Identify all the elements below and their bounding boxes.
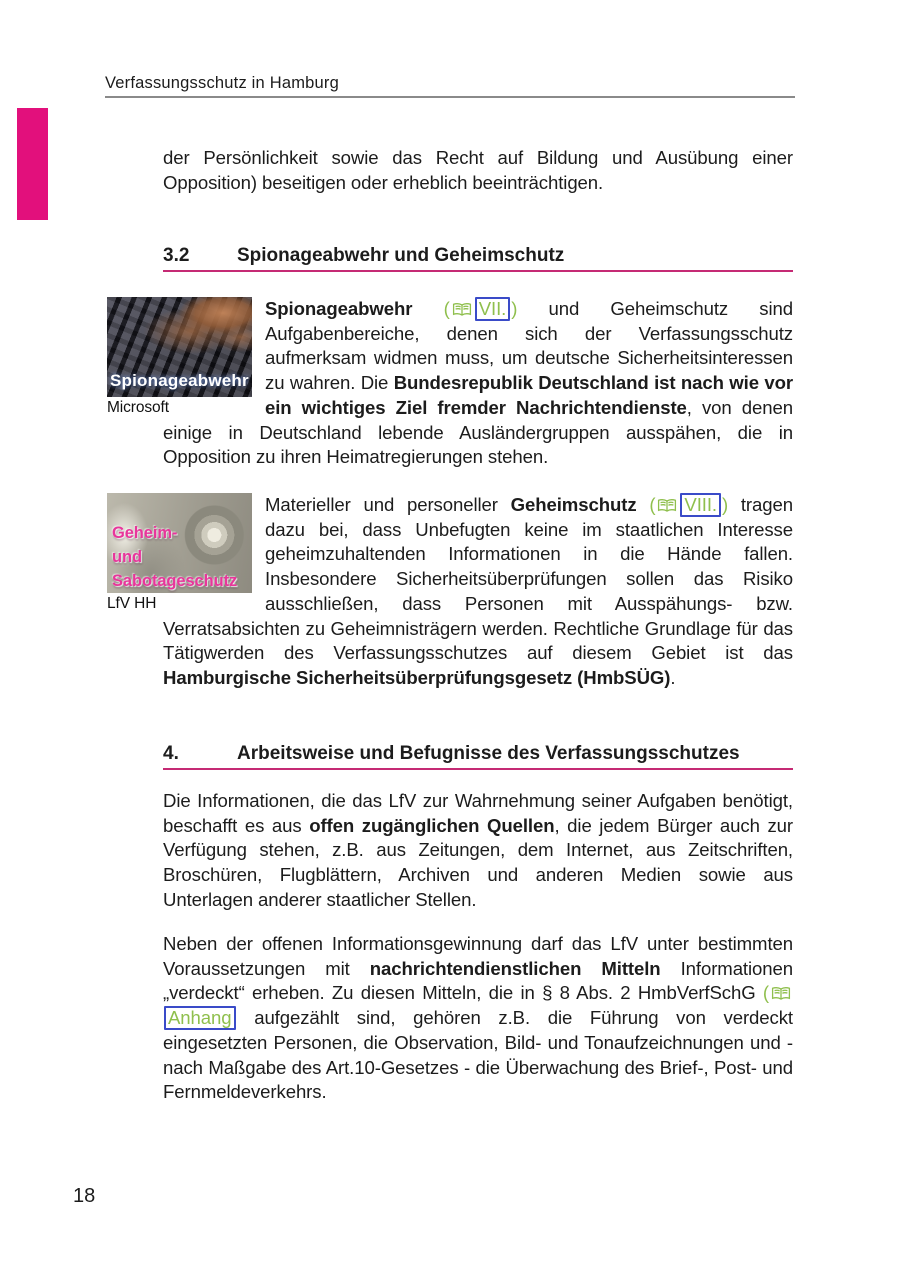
text-segment: aufgezählt sind, gehören z.B. die Führung von verdeckt eingesetzten Personen, die Observation, Bild- und Tonaufzeichnungen und - nach Maßgabe des Art.10-Gesetzes - die Überwachung des Brief-, Post- und Fernmeldeverkehrs. (163, 1007, 793, 1103)
cross-reference-link[interactable]: Anhang (164, 1006, 236, 1030)
paragraph-quellen (163, 789, 793, 913)
overlay-line: Sabotageschutz (112, 572, 238, 590)
text-segment (412, 298, 443, 319)
image-overlay-text (112, 521, 237, 593)
text-segment: offen zugänglichen Quellen (309, 814, 555, 836)
text-segment: ( (762, 982, 769, 1004)
paragraph-spionageabwehr (107, 297, 794, 470)
safe-lock-image (107, 493, 252, 593)
paragraph-text (163, 298, 793, 467)
intro-paragraph: der Persönlichkeit sowie das Recht auf Bildung und Ausübung einer Opposition) beseitigen oder erheblich beeinträchtigen. (163, 147, 793, 193)
cross-reference-link[interactable]: VII. (475, 297, 511, 321)
text-segment: tragen dazu bei, dass Unbefugten keine im staatlichen Interesse geheimzuhaltenden Informationen in die Hände fallen. Insbesondere Sicherheitsüberprüfungen sollen das Risiko ausschließen, dass Personen mit Ausspähungs- bzw. Verratsabsichten zu Geheimnisträgern werden. Rechtliche Grundlage für das Tätigwerden des Verfassungsschutzes auf diesem Gebiet ist das (163, 494, 793, 664)
text-segment: Neben der offenen Informationsgewinnung darf das LfV unter bestimmten Voraussetzungen mit (163, 933, 793, 979)
page-number: 18 (73, 1185, 96, 1207)
section-title: Spionageabwehr und Geheimschutz (237, 245, 565, 266)
section-number: 4. (163, 743, 179, 764)
text-segment: Geheimschutz (510, 494, 637, 515)
text-segment (637, 494, 650, 515)
text-segment: ) (511, 298, 518, 319)
text-segment: , die jedem Bürger auch zur Verfügung stehen, z.B. aus Zeitungen, dem Internet, aus Zeitschriften, Broschüren, Flugblättern, Archiven und anderen Medien sowie aus Unterlagen anderer staatlicher Stellen. (163, 814, 793, 910)
image-overlay-text: Spionageabwehr (110, 371, 249, 391)
text-segment: ( (443, 298, 450, 319)
keyboard-hands-image (107, 297, 252, 397)
accent-side-bar (17, 108, 48, 220)
text-segment: ( (649, 494, 656, 515)
text-segment: Bundesrepublik Deutschland ist nach wie vor ein wichtiges Ziel fremder Nachrichtendienste (265, 372, 794, 418)
overlay-line: und (112, 548, 142, 566)
image-credit: LfV HH (107, 595, 157, 612)
paragraph-text (163, 790, 793, 910)
image-credit: Microsoft (107, 399, 169, 416)
text-segment: , von denen einige in Deutschland lebende Ausländergruppen ausspähen, die in Opposition zu ihren Heimatregierungen stehen. (163, 396, 793, 468)
figure-geheimschutz (107, 493, 252, 613)
text-segment: Hamburgische Sicherheitsüberprüfungsgesetz (HmbSÜG) (163, 666, 671, 688)
paragraph-geheimschutz (107, 493, 793, 691)
text-segment: nachrichtendienstlichen Mitteln (369, 957, 661, 979)
section-title: Arbeitsweise und Befugnisse des Verfassungsschutzes (237, 743, 740, 764)
text-segment: Die Informationen, die das LfV zur Wahrnehmung seiner Aufgaben benötigt, beschafft es aus (163, 790, 793, 836)
overlay-line: Geheim- (112, 524, 178, 542)
header-rule (105, 96, 795, 98)
paragraph-text (163, 933, 793, 1102)
paragraph-text (163, 494, 793, 688)
open-book-icon (452, 302, 472, 317)
text-segment: ) (721, 494, 729, 515)
open-book-icon (657, 498, 677, 513)
section-heading-4 (163, 742, 793, 770)
cross-reference-link[interactable]: VIII. (680, 493, 721, 517)
text-segment: . (670, 666, 676, 688)
open-book-icon (771, 986, 791, 1001)
figure-spionageabwehr (107, 297, 252, 417)
running-header: Verfassungsschutz in Hamburg (105, 74, 339, 92)
text-segment: Spionageabwehr (265, 298, 413, 319)
text-segment: Materieller und personeller (265, 494, 511, 515)
section-number: 3.2 (163, 245, 190, 266)
paragraph-nachrichtendienstliche-mittel (163, 932, 793, 1105)
section-heading-3-2 (163, 244, 793, 272)
text-segment: und Geheimschutz sind Aufgabenbereiche, denen sich der Verfassungsschutz aufmerksam widmen muss, um deutsche Sicherheitsinteressen zu wahren. Die (265, 298, 793, 394)
text-segment: Informationen „verdeckt“ erheben. Zu diesen Mitteln, die in § 8 Abs. 2 HmbVerfSchG (163, 957, 793, 1004)
